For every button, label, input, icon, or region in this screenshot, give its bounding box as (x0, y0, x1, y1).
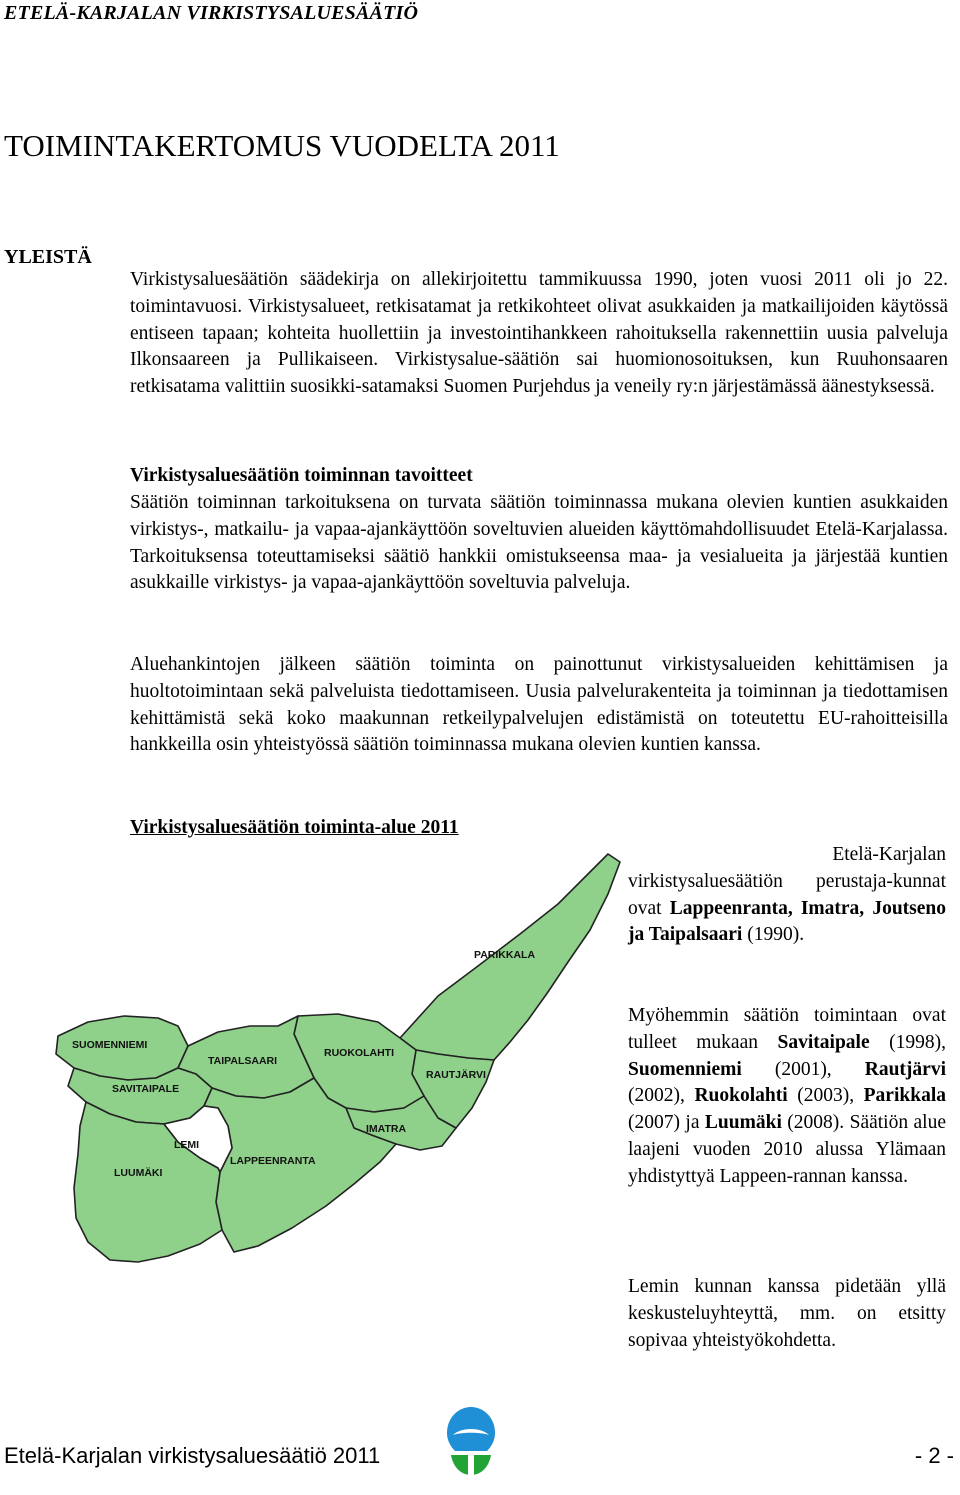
side2-t6: (2007) ja (628, 1112, 705, 1134)
map-label-parikkala: PARIKKALA (474, 949, 536, 961)
side2-t2: (1998), (869, 1031, 946, 1053)
area-side-text-1 (628, 842, 946, 949)
side2-b6: Luumäki (704, 1112, 782, 1134)
side2-t1: Myöhemmin säätiön toimintaan ovat tulleet mukaan (628, 1005, 946, 1053)
goals-paragraph-1: Säätiön toiminnan tarkoituksena on turvata säätiön toiminnassa mukana olevien kuntien asukkaiden virkistys-, matkailu- ja vapaa-ajankäyttöön soveltuvien alueiden käyttömahdollisuudet Etelä-Karjalassa. Tarkoituksensa toteuttamiseksi säätiö hankkii omistukseensa maa- ja vesialueita ja järjestää kuntien asukkaille virkistys- ja vapaa-ajankäyttöön soveltuvia palveluja. (130, 492, 948, 594)
area-side-text-3: Lemin kunnan kanssa pidetään yllä keskusteluyhteyttä, mm. on etsitty sopivaa yhteistyökohdetta. (628, 1276, 946, 1351)
side2-b5: Parikkala (863, 1085, 946, 1107)
map-label-taipalsaari: TAIPALSAARI (208, 1055, 278, 1067)
page-number: - 2 - (914, 1443, 954, 1468)
side2-t3: (2001), (741, 1058, 865, 1080)
section-heading-general: YLEISTÄ (4, 246, 92, 268)
side1-text: virkistysaluesäätiön perustaja-kunnat ovat (628, 870, 946, 919)
area-side-text-2 (628, 1003, 946, 1191)
logo-white-stem (468, 1455, 474, 1475)
map-label-lemi: LEMI (174, 1139, 200, 1151)
map-label-luumaki: LUUMÄKI (114, 1167, 163, 1179)
side2-t5: (2003), (787, 1085, 864, 1107)
general-paragraph: Virkistysaluesäätiön säädekirja on allekirjoitettu tammikuussa 1990, joten vuosi 2011 oli jo 22. toimintavuosi. Virkistysalueet, retkisatamat ja retkikohteet olivat asukkaiden ja matkailijoiden käytössä entiseen tapaan; kohteita huollettiin ja investointihankkeen rahoituksella rakennettiin uusia palveluja Ilkonsaareen ja Pullikaiseen. Virkistysalue-säätiön sai huomionosoituksen, kun Ruuhonsaaren retkisatama valittiin suosikki-satamaksi Suomen Purjehdus ja veneily ry:n järjestämässä äänestyksessä. (130, 269, 948, 398)
map-label-imatra: IMATRA (366, 1123, 407, 1135)
foundation-logo-icon (443, 1405, 499, 1477)
map-label-suomenniemi: SUOMENNIEMI (72, 1039, 148, 1051)
area-map (28, 846, 628, 1276)
side2-b2: Suomenniemi (628, 1058, 742, 1080)
side2-b1: Savitaipale (777, 1031, 870, 1053)
footer-text: Etelä-Karjalan virkistysaluesäätiö 2011 (4, 1443, 381, 1468)
side1-line0: Etelä-Karjalan (832, 844, 946, 865)
side1-bold: Lappeenranta, Imatra, Joutseno ja Taipalsaari (628, 897, 946, 946)
side2-t4: (2002), (628, 1085, 695, 1107)
side2-b4: Ruokolahti (694, 1085, 788, 1107)
side2-t7: (2008). Säätiön alue laajeni vuoden 2010 alussa Ylämaan yhdistyttyä Lappeen-rannan kanssa. (628, 1112, 946, 1187)
map-label-ruokolahti: RUOKOLAHTI (324, 1047, 394, 1059)
side1-tail: (1990). (742, 924, 805, 946)
goals-heading: Virkistysaluesäätiön toiminnan tavoitteet (130, 465, 473, 486)
page-title: TOIMINTAKERTOMUS VUODELTA 2011 (4, 128, 560, 163)
map-label-savitaipale: SAVITAIPALE (112, 1083, 180, 1095)
area-heading: Virkistysaluesäätiön toiminta-alue 2011 (130, 817, 459, 838)
map-label-rautjarvi: RAUTJÄRVI (426, 1069, 486, 1081)
map-label-lappeenranta: LAPPEENRANTA (230, 1155, 316, 1167)
goals-paragraph-2: Aluehankintojen jälkeen säätiön toiminta on painottunut virkistysalueiden kehittämisen ja huoltotoimintaan sekä palveluista tiedottamiseen. Uusia palvelurakenteita ja toiminnan ja tiedottamisen kehittämistä sekä koko maakunnan retkeilypalvelujen edistämistä on toteutettu EU-rahoitteisilla hankkeilla osin yhteistyössä säätiön toiminnassa mukana olevien kuntien kanssa. (130, 654, 948, 756)
header-org: ETELÄ-KARJALAN VIRKISTYSALUESÄÄTIÖ (4, 2, 419, 24)
side2-b3: Rautjärvi (864, 1058, 946, 1080)
